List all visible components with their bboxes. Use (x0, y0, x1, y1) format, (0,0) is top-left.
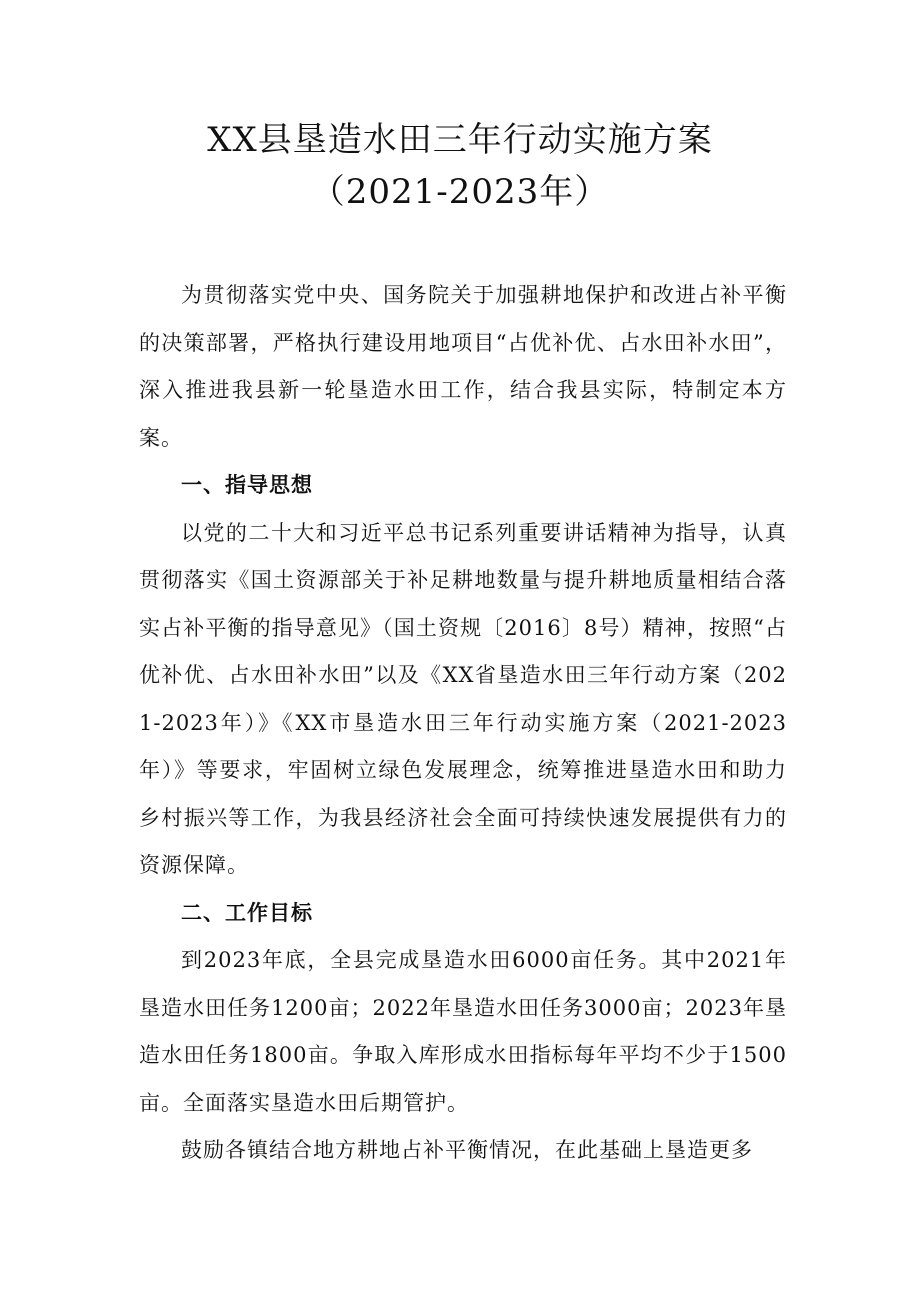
guiding-thought-paragraph: 以党的二十大和习近平总书记系列重要讲话精神为指导，认真贯彻落实《国土资源部关于补足耕地数量与提升耕地质量相结合落实占补平衡的指导意见》（国土资规〔2016〕8号）精神，按照“占优补优、占水田补水田”以及《XX省垦造水田三年行动方案（2021-2023年）》《XX市垦造水田三年行动实施方案（2021-2023年）》等要求，牢固树立绿色发展理念，统筹推进垦造水田和助力乡村振兴等工作，为我县经济社会全面可持续快速发展提供有力的资源保障。 (139, 520, 787, 877)
encouragement-paragraph: 鼓励各镇结合地方耕地占补平衡情况，在此基础上垦造更多 (181, 1138, 753, 1162)
section-heading-guiding-thought: 一、指导思想 (181, 473, 313, 497)
document-title: XX县垦造水田三年行动实施方案 (207, 120, 713, 160)
intro-paragraph: 为贯彻落实党中央、国务院关于加强耕地保护和改进占补平衡的决策部署，严格执行建设用地项目“占优补优、占水田补水田”，深入推进我县新一轮垦造水田工作，结合我县实际，特制定本方案。 (139, 283, 787, 450)
document-body (139, 272, 787, 1175)
work-goals-paragraph: 到2023年底，全县完成垦造水田6000亩任务。其中2021年垦造水田任务1200亩；2022年垦造水田任务3000亩；2023年垦造水田任务1800亩。争取入库形成水田指标每年平均不少于1500亩。全面落实垦造水田后期管护。 (139, 948, 787, 1115)
document-subtitle: （2021-2023年） (310, 172, 610, 212)
section-heading-work-goals: 二、工作目标 (181, 900, 313, 925)
